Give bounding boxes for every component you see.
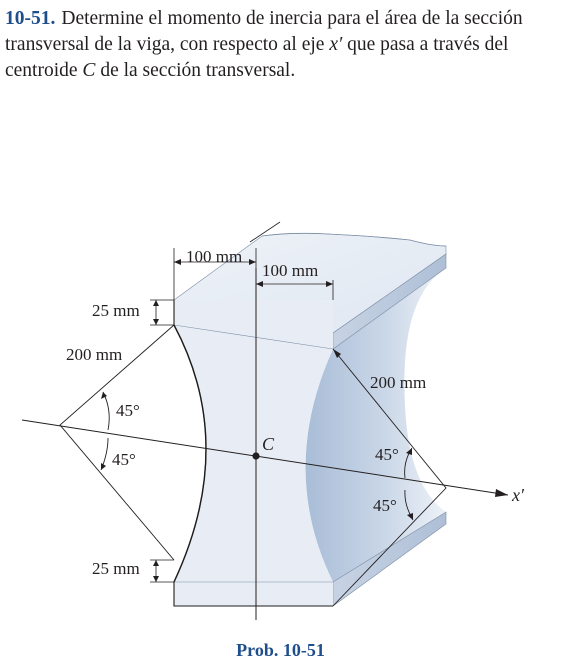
angle-left-lower-label: 45° xyxy=(112,450,136,469)
dim-flange-top-arrow-a xyxy=(153,300,159,306)
centroid-label: C xyxy=(262,434,275,454)
centroid-point xyxy=(252,452,259,459)
dim-flange-bottom-label: 25 mm xyxy=(92,559,140,578)
angle-left-upper-label: 45° xyxy=(116,401,140,420)
figure-caption: Prob. 10-51 xyxy=(236,640,325,660)
dim-radius-right-label: 200 mm xyxy=(370,373,427,392)
problem-text-2: que pasa a través del centroide xyxy=(5,34,509,81)
dim-flange-top-arrow-b xyxy=(153,319,159,325)
problem-text-3: de la sección transversal. xyxy=(95,60,296,81)
problem-text-1: Determine el momento de inercia para el área de la sección transversal de la viga, con respecto al eje xyxy=(5,8,523,55)
dim-flange-top-label: 25 mm xyxy=(92,301,140,320)
left-angle-arrow-1 xyxy=(101,392,107,399)
angle-right-upper-label: 45° xyxy=(375,445,399,464)
axis-label: x′ xyxy=(512,485,524,505)
dim-radius-left-label: 200 mm xyxy=(66,345,123,364)
problem-number: 10-51. xyxy=(5,8,56,29)
dim-flange-bottom-arrow-b xyxy=(153,576,159,582)
centroid-symbol: C xyxy=(82,60,96,81)
dim-top-left-arrow-a xyxy=(174,259,181,265)
x-prime-axis-arrowhead xyxy=(495,489,508,497)
dim-flange-bottom-arrow-a xyxy=(153,560,159,566)
dim-top-left-label: 100 mm xyxy=(186,247,243,266)
axis-symbol: x′ xyxy=(329,34,343,55)
left-angle-arc-upper xyxy=(103,392,109,430)
angle-right-lower-label: 45° xyxy=(373,496,397,515)
dim-top-right-label: 100 mm xyxy=(262,261,319,280)
